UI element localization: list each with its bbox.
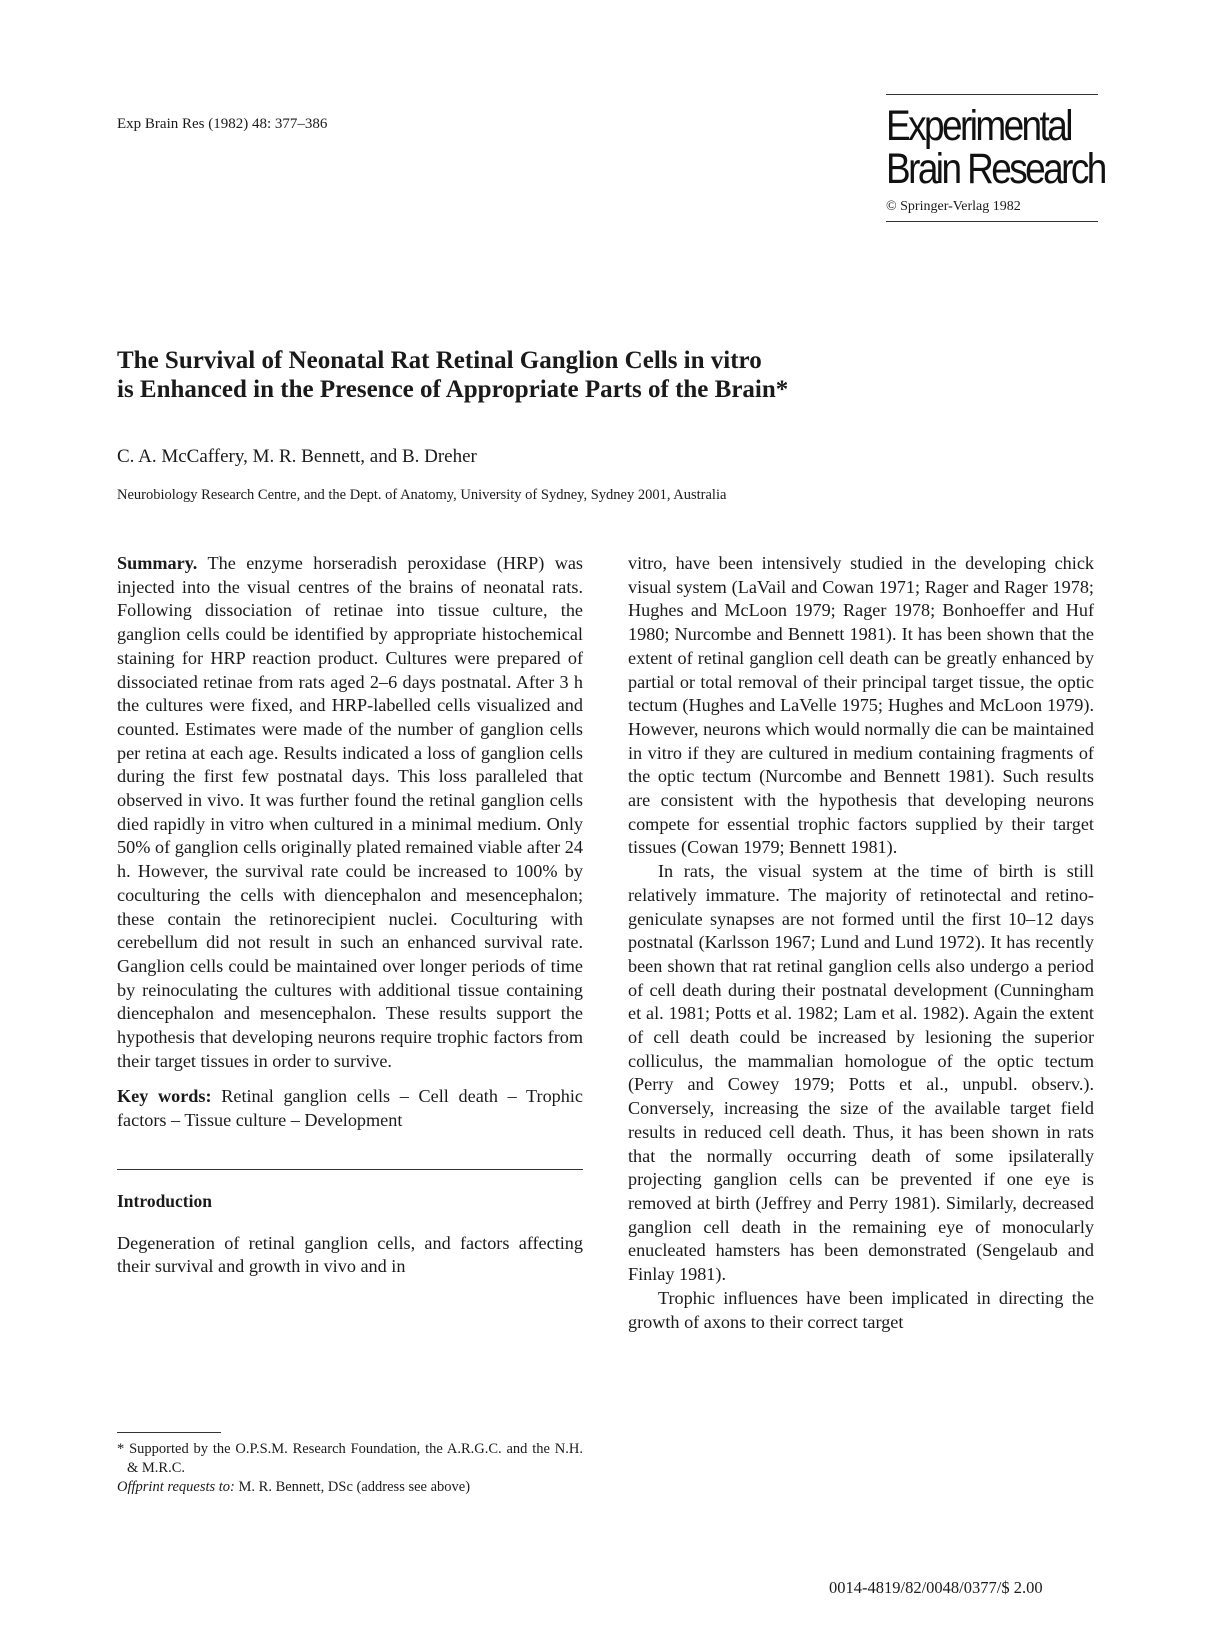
footnotes xyxy=(117,1440,583,1497)
keywords-paragraph xyxy=(117,1085,583,1132)
section-divider xyxy=(117,1169,583,1170)
journal-logo xyxy=(886,94,1105,222)
introduction-paragraph-1-cont: vitro, have been intensively studied in the developing chick visual system (LaVail and Cowan 1971; Rager and Rager 1978; Hughes and McLoon 1979; Rager 1978; Bonhoeffer and Huf 1980; Nurcombe and Bennett 1981). It has been shown that the extent of retinal ganglion cell death can be greatly enhanced by partial or total removal of their principal target tissue, the optic tectum (Hughes and LaVelle 1975; Hughes and McLoon 1979). However, neurons which would normally die can be maintained in vitro if they are cultured in medium containing fragments of the optic tectum (Nurcombe and Bennett 1981). Such results are consistent with the hypothesis that developing neurons compete for essential trophic factors supplied by their target tissues (Cowan 1979; Bennett 1981). xyxy=(628,553,1094,858)
title-line-1: The Survival of Neonatal Rat Retinal Ganglion Cells in vitro xyxy=(117,347,762,374)
affiliation: Neurobiology Research Centre, and the Dept. of Anatomy, University of Sydney, Sydney 2001, Australia xyxy=(117,487,727,503)
summary-text: The enzyme horseradish peroxidase (HRP) was injected into the visual centres of the brains of neonatal rats. Following dissociation of retinae into tissue culture, the ganglion cells could be identified by appropriate histochemical staining for HRP reaction product. Cultures were prepared of dissociated retinae from rats aged 2–6 days postnatal. After 3 h the cultures were fixed, and HRP-labelled cells visualized and counted. Estimates were made of the number of ganglion cells per retina at each age. Results indicated a loss of ganglion cells during the first few postnatal days. This loss paralleled that observed in vivo. It was further found the retinal ganglion cells died rapidly in vitro when cultured in a minimal medium. Only 50% of ganglion cells originally plated remained viable after 24 h. However, the survival rate could be increased to 100% by coculturing the cells with diencephalon and mesencephalon; these contain the retinorecipient nuclei. Coculturing with cerebellum did not result in such an enhanced survival rate. Ganglion cells could be maintained over longer periods of time by reinoculating the cultures with additional tissue containing diencephalon and mesencephalon. These results support the hypothesis that developing neurons require trophic factors from their target tissues in order to survive. xyxy=(117,553,584,1071)
keywords-label: Key words: xyxy=(117,1086,212,1107)
funding-footnote: * Supported by the O.P.S.M. Research Foundation, the A.R.G.C. and the N.H. & M.R.C. xyxy=(117,1441,583,1476)
authors: C. A. McCaffery, M. R. Bennett, and B. Dreher xyxy=(117,446,477,467)
copyright-notice: © Springer-Verlag 1982 xyxy=(886,199,1021,214)
introduction-paragraph-2: In rats, the visual system at the time of birth is still relatively immature. The majority of retinotectal and retino-geniculate synapses are not formed until the first 10–12 days postnatal (Karlsson 1967; Lund and Lund 1972). It has recently been shown that rat retinal ganglion cells also undergo a period of cell death during their postnatal development (Cunningham et al. 1981; Potts et al. 1982; Lam et al. 1982). Again the extent of cell death could be increased by lesioning the superior colliculus, the mammalian homologue of the optic tectum (Perry and Cowey 1979; Potts et al., unpubl. observ.). Conversely, increasing the size of the available target field results in reduced cell death. Thus, it has been shown in rats that the normally occurring death of some ipsilaterally projecting ganglion cells can be prevented if one eye is removed at birth (Jeffrey and Perry 1981). Similarly, decreased ganglion cell death in the remaining eye of monocularly enucleated hamsters has been demonstrated (Sengelaub and Finlay 1981). xyxy=(628,861,1094,1285)
right-column xyxy=(628,552,1094,1334)
keywords-text: Retinal ganglion cells – Cell death – Trophic factors – Tissue culture – Development xyxy=(117,1086,583,1131)
journal-citation: Exp Brain Res (1982) 48: 377–386 xyxy=(117,116,328,132)
article-title xyxy=(117,346,1117,404)
offprint-text: M. R. Bennett, DSc (address see above) xyxy=(238,1479,471,1495)
journal-name-line2: Brain Research xyxy=(886,145,1105,193)
logo-bottom-rule xyxy=(886,221,1098,222)
offprint-label: Offprint requests to: xyxy=(117,1479,235,1495)
left-column xyxy=(117,552,583,1279)
introduction-paragraph-3: Trophic influences have been implicated in directing the growth of axons to their correct target xyxy=(628,1287,1094,1332)
journal-name-line1: Experimental xyxy=(886,102,1071,150)
offprint-footnote xyxy=(117,1478,583,1497)
summary-paragraph xyxy=(117,552,583,1073)
article-code: 0014-4819/82/0048/0377/$ 2.00 xyxy=(829,1578,1043,1597)
footnote-rule xyxy=(117,1432,221,1433)
logo-top-rule xyxy=(886,94,1098,95)
title-line-2: is Enhanced in the Presence of Appropriate Parts of the Brain* xyxy=(117,376,789,403)
introduction-heading: Introduction xyxy=(117,1190,212,1211)
summary-label: Summary. xyxy=(117,553,198,573)
introduction-paragraph-1-start: Degeneration of retinal ganglion cells, and factors affecting their survival and growth in vivo and in xyxy=(117,1232,583,1277)
